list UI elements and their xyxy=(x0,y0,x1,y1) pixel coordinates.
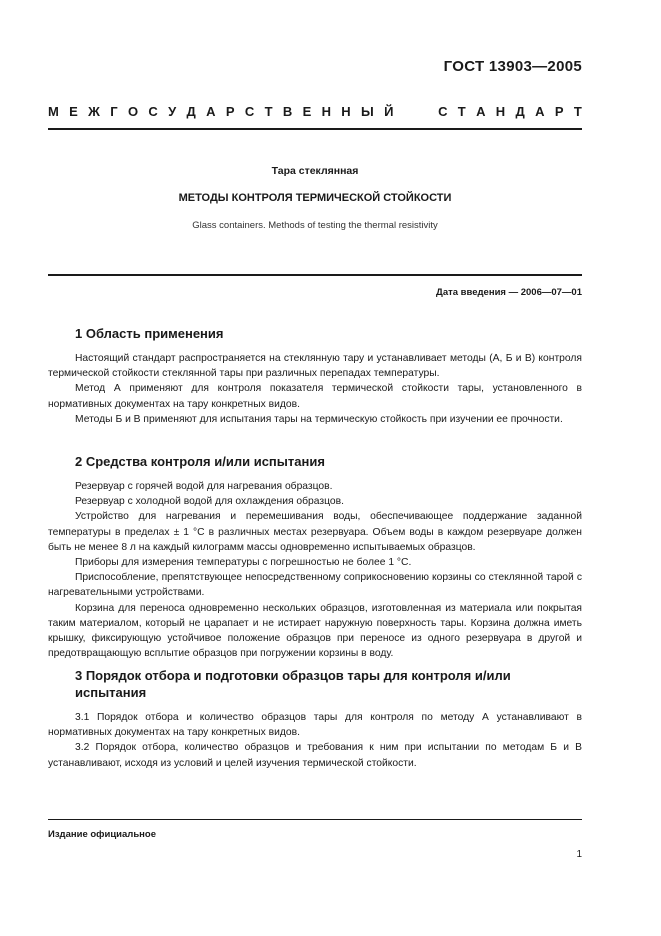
banner-letter: С xyxy=(438,104,448,119)
banner-letter: Н xyxy=(321,104,331,119)
banner-letter: Й xyxy=(384,104,394,119)
banner-letter: Ы xyxy=(361,104,374,119)
banner-letter: У xyxy=(168,104,177,119)
document-title: МЕТОДЫ КОНТРОЛЯ ТЕРМИЧЕСКОЙ СТОЙКОСТИ xyxy=(178,192,452,204)
section-equipment xyxy=(48,453,582,661)
page-number: 1 xyxy=(576,849,582,860)
banner-letter: А xyxy=(476,104,486,119)
paragraph: Устройство для нагревания и перемешивания воды, обеспечивающее поддержание заданной температуры в пределах ± 1 °С в различных местах резервуара. Объем воды в каждом резервуаре должен быть не менее 8 л на каждый килограмм массы одновременно испытываемых образцов. xyxy=(48,511,582,553)
interstate-standard-banner xyxy=(48,104,582,119)
banner-letter: Т xyxy=(573,104,582,119)
footer-rule xyxy=(48,819,582,820)
banner-letter: Г xyxy=(110,104,118,119)
banner-letter: Н xyxy=(341,104,351,119)
official-edition-label: Издание официальное xyxy=(48,829,156,840)
paragraph: Методы Б и В применяют для испытания тары на термическую стойкость при изучении ее прочности. xyxy=(75,413,563,425)
banner-letter: Ж xyxy=(88,104,100,119)
document-subtitle: Тара стеклянная xyxy=(271,165,359,177)
banner-letter: А xyxy=(206,104,216,119)
section-heading: 1 Область применения xyxy=(75,326,224,341)
banner-letter: Т xyxy=(457,104,466,119)
section-sampling xyxy=(48,667,582,771)
banner-letter: С xyxy=(244,104,255,119)
paragraph: Метод А применяют для контроля показателя термической стойкости тары, установленного в нормативных документах на тару конкретных видов. xyxy=(48,383,582,410)
banner-letter: Д xyxy=(186,104,196,119)
banner-letter: Р xyxy=(225,104,235,119)
banner-letter: Е xyxy=(302,104,312,119)
title-rule xyxy=(48,274,582,276)
document-code: ГОСТ 13903—2005 xyxy=(443,58,582,75)
banner-letter: М xyxy=(48,104,59,119)
banner-letter: С xyxy=(148,104,158,119)
paragraph: 3.1 Порядок отбора и количество образцов тары для контроля по методу А устанавливают в нормативных документах на тару конкретных видов. xyxy=(48,712,582,739)
section-heading: 3 Порядок отбора и подготовки образцов тары для контроля и/или испытания xyxy=(75,668,511,700)
banner-letter: В xyxy=(282,104,293,119)
banner-word-gap xyxy=(404,104,428,119)
banner-letter: Р xyxy=(554,104,564,119)
paragraph: Корзина для переноса одновременно нескольких образцов, изготовленная из материала или покрытая таким материалом, который не царапает и не истирает наружную поверхность тары. Корзина должна иметь крышку, фиксирующую устойчивое положение образцов при переносе из одного резервуара в другой и предотвращающую всплытие образцов при погружении корзины в воду. xyxy=(48,602,582,660)
paragraph: 3.2 Порядок отбора, количество образцов и требования к ним при испытании по методам Б и В устанавливают, исходя из условий и целей изучения термической стойкости. xyxy=(48,742,582,769)
paragraph: Резервуар с холодной водой для охлаждения образцов. xyxy=(75,496,344,508)
banner-letter: Т xyxy=(264,104,273,119)
header-rule xyxy=(48,128,582,130)
section-scope xyxy=(48,325,582,427)
banner-letter: Е xyxy=(69,104,78,119)
section-heading: 2 Средства контроля и/или испытания xyxy=(75,454,325,469)
english-title: Glass containers. Methods of testing the thermal resistivity xyxy=(192,220,438,231)
paragraph: Настоящий стандарт распространяется на стеклянную тару и устанавливает методы (А, Б и В) контроля термической стойкости стеклянной тары при различных перепадах температуры. xyxy=(48,353,582,380)
introduction-date: Дата введения — 2006—07—01 xyxy=(436,287,582,298)
paragraph: Резервуар с горячей водой для нагревания образцов. xyxy=(75,481,333,492)
banner-letter: А xyxy=(535,104,545,119)
paragraph: Приборы для измерения температуры с погрешностью не более 1 °С. xyxy=(75,557,412,569)
banner-letter: Н xyxy=(495,104,506,119)
banner-letter: О xyxy=(127,104,139,119)
paragraph: Приспособление, препятствующее непосредственному соприкосновению корзины со стеклянной тарой с нагревательными устройствами. xyxy=(48,572,582,599)
banner-letter: Д xyxy=(515,104,525,119)
